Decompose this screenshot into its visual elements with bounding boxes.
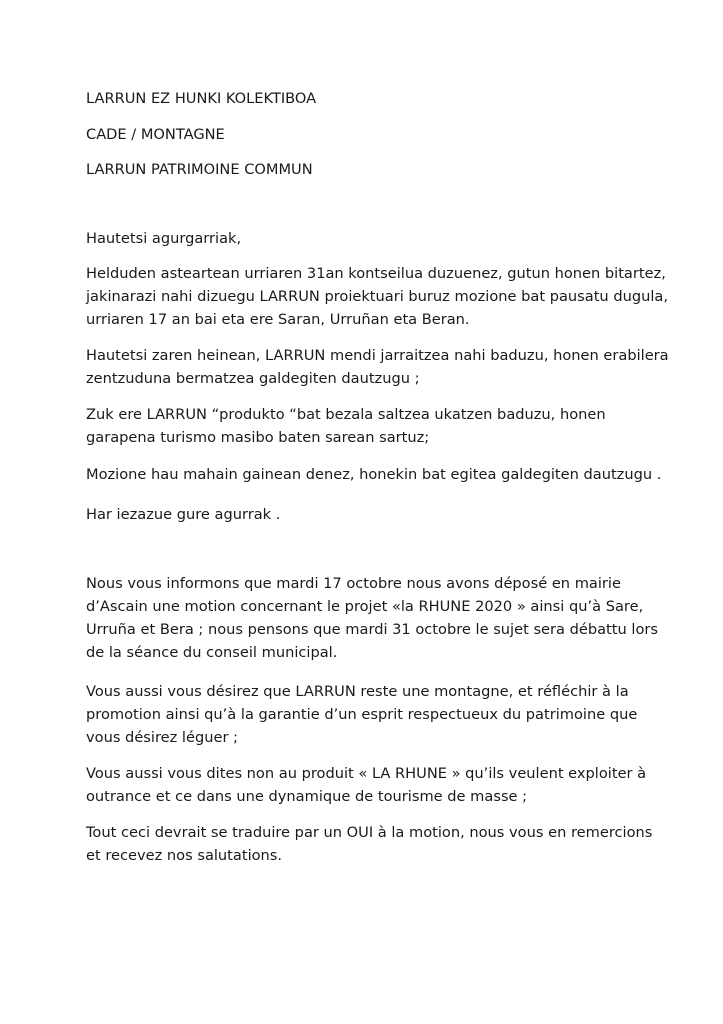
french-p4-line1: Tout ceci devrait se traduire par un OUI à la motion, nous vous en remercions [86,824,653,841]
french-p1-line2: d’Ascain une motion concernant le projet «la RHUNE 2020 » ainsi qu’à Sare, [86,598,644,615]
french-p2-line2: promotion ainsi qu’à la garantie d’un esprit respectueux du patrimoine que [86,706,638,723]
basque-p1-line1: Helduden asteartean urriaren 31an kontseilua duzuenez, gutun honen bitartez, [86,265,666,282]
basque-p1-line2: jakinarazi nahi dizuegu LARRUN proiektuari buruz mozione bat pausatu dugula, [86,288,668,305]
basque-p4: Mozione hau mahain gainean denez, honekin bat egitea galdegiten dautzugu . [86,466,662,483]
french-p3-line1: Vous aussi vous dites non au produit « LA RHUNE » qu’ils veulent exploiter à [86,765,647,782]
header-collective-name: LARRUN EZ HUNKI KOLEKTIBOA [86,90,317,107]
french-p2-line1: Vous aussi vous désirez que LARRUN reste une montagne, et réfléchir à la [86,683,629,700]
header-patrimoine: LARRUN PATRIMOINE COMMUN [86,161,313,178]
french-p1-line1: Nous vous informons que mardi 17 octobre nous avons déposé en mairie [86,575,621,592]
basque-p1-line3: urriaren 17 an bai eta ere Saran, Urruñan eta Beran. [86,311,470,328]
basque-greeting: Hautetsi agurgarriak, [86,230,242,247]
header-cade-montagne: CADE / MONTAGNE [86,126,225,143]
french-p2-line3: vous désirez léguer ; [86,729,238,746]
basque-p3-line1: Zuk ere LARRUN “produkto “bat bezala saltzea ukatzen baduzu, honen [86,406,606,423]
basque-closing: Har iezazue gure agurrak . [86,506,281,523]
french-p1-line4: de la séance du conseil municipal. [86,644,338,661]
french-p1-line3: Urruña et Bera ; nous pensons que mardi 31 octobre le sujet sera débattu lors [86,621,658,638]
french-p3-line2: outrance et ce dans une dynamique de tourisme de masse ; [86,788,528,805]
basque-p2-line2: zentzuduna bermatzea galdegiten dautzugu ; [86,370,420,387]
basque-p2-line1: Hautetsi zaren heinean, LARRUN mendi jarraitzea nahi baduzu, honen erabilera [86,347,669,364]
french-p4-line2: et recevez nos salutations. [86,847,283,864]
basque-p3-line2: garapena turismo masibo baten sarean sartuz; [86,429,430,446]
